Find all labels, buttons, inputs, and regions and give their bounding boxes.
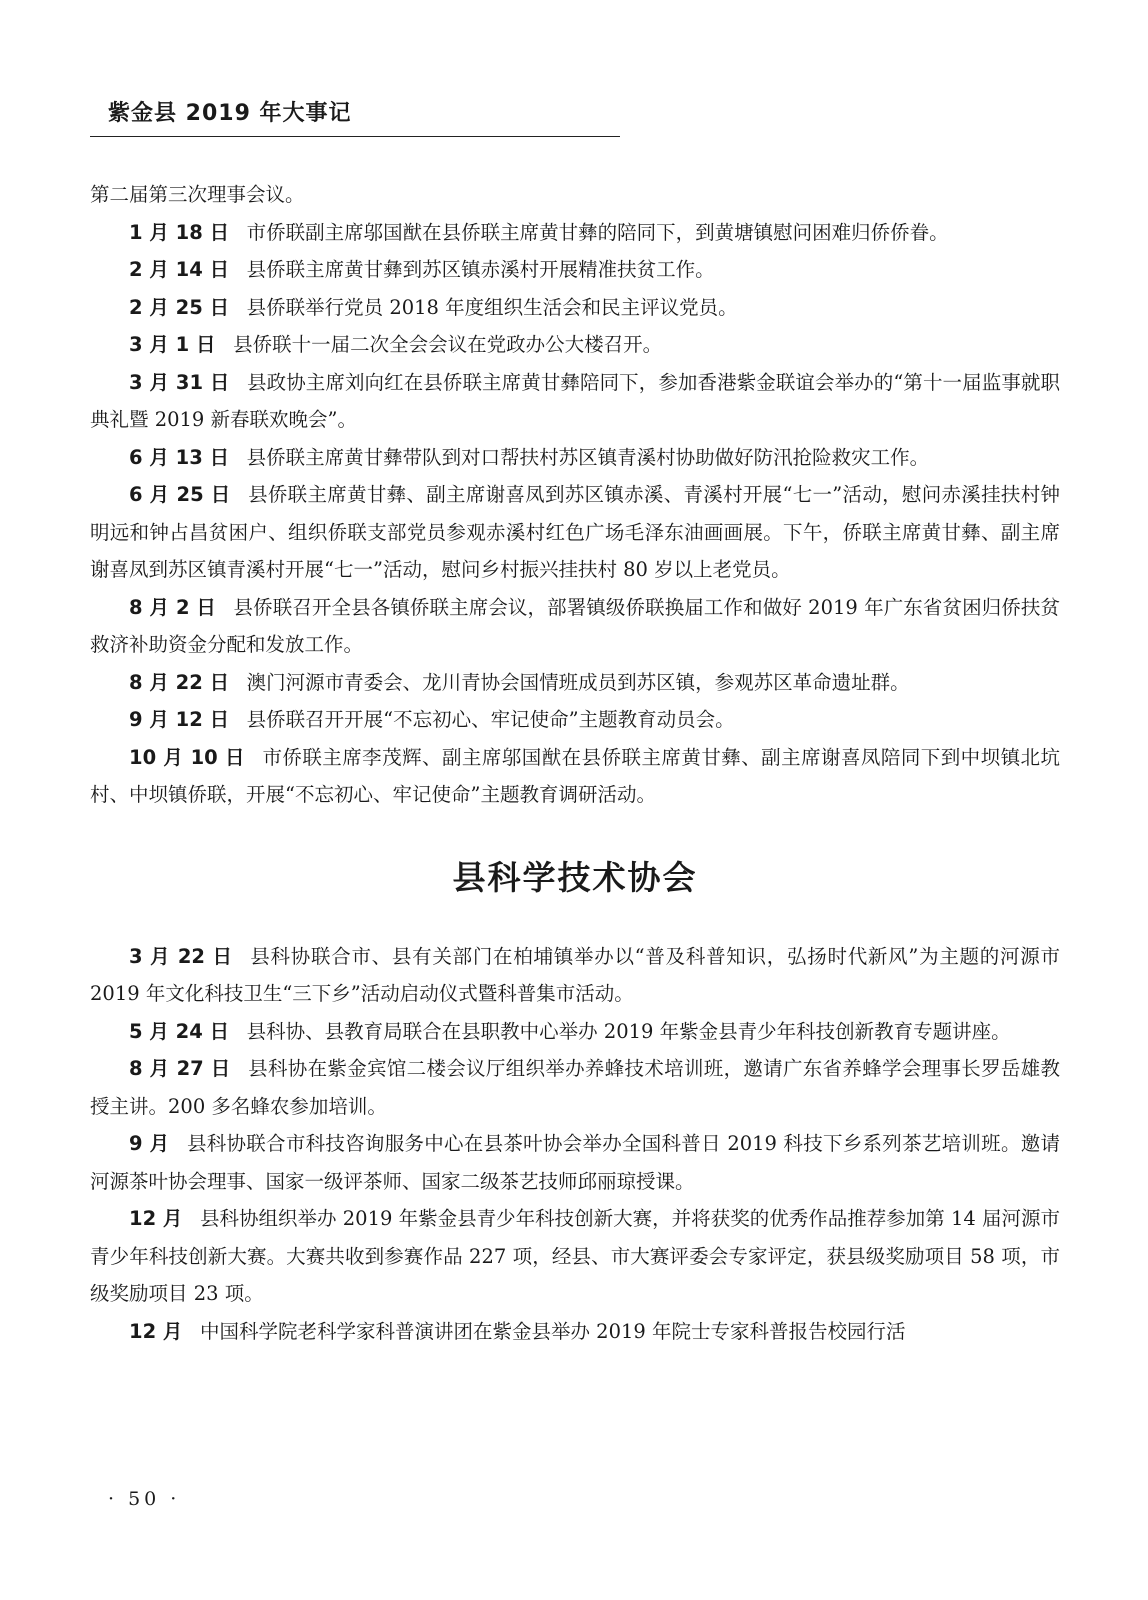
entry-text: 县科协在紫金宾馆二楼会议厅组织举办养蜂技术培训班，邀请广东省养蜂学会理事长罗岳雄教授主讲。200 多名蜂农参加培训。: [90, 1057, 1060, 1118]
chronicle-entry: [90, 938, 1060, 1013]
chronicle-entry: [90, 364, 1060, 439]
chronicle-entry: [90, 214, 1060, 252]
entry-text: 县科协组织举办 2019 年紫金县青少年科技创新大赛，并将获奖的优秀作品推荐参加第 14 届河源市青少年科技创新大赛。大赛共收到参赛作品 227 项，经县、市大赛评委会专家评定，获县级奖励项目 58 项，市级奖励项目 23 项。: [90, 1207, 1061, 1305]
running-header: 紫金县 2019 年大事记: [108, 101, 352, 126]
chronicle-entry: [90, 1125, 1060, 1200]
chronicle-entry: [90, 1050, 1060, 1125]
entry-date: 3 月 31 日: [129, 370, 230, 394]
section-title: 县科学技术协会: [452, 857, 698, 897]
entry-date: 6 月 13 日: [129, 445, 230, 469]
entry-date: 1 月 18 日: [129, 220, 230, 244]
entry-date: 9 月: [129, 1132, 170, 1155]
qiaolian-entries: [90, 214, 1060, 814]
chronicle-entry: [90, 701, 1060, 739]
chronicle-entry: [90, 1013, 1060, 1051]
entry-text: 县侨联十一届二次全会会议在党政办公大楼召开。: [233, 333, 663, 356]
entry-text: 市侨联主席李茂辉、副主席邬国猷在县侨联主席黄甘彝、副主席谢喜凤陪同下到中坝镇北坑村、中坝镇侨联，开展“不忘初心、牢记使命”主题教育调研活动。: [90, 745, 1060, 806]
entry-text: 县科协、县教育局联合在县职教中心举办 2019 年紫金县青少年科技创新教育专题讲座。: [246, 1019, 1011, 1043]
entry-text: 县侨联召开全县各镇侨联主席会议，部署镇级侨联换届工作和做好 2019 年广东省贫困归侨扶贫救济补助资金分配和发放工作。: [90, 595, 1060, 656]
chronicle-entry: [90, 1200, 1060, 1313]
entry-date: 6 月 25 日: [129, 483, 231, 506]
entry-date: 3 月 1 日: [129, 333, 216, 356]
entry-text: 县侨联召开开展“不忘初心、牢记使命”主题教育动员会。: [246, 708, 735, 731]
entry-text: 县侨联主席黄甘彝带队到对口帮扶村苏区镇青溪村协助做好防汛抢险救灾工作。: [246, 445, 930, 469]
entry-date: 8 月 22 日: [129, 670, 230, 694]
kexie-entries: [90, 938, 1060, 1351]
continued-paragraph: 第二届第三次理事会议。: [90, 183, 305, 206]
chronicle-entry: [90, 326, 1060, 364]
entry-date: 5 月 24 日: [129, 1019, 230, 1043]
entry-text: 县侨联主席黄甘彝、副主席谢喜凤到苏区镇赤溪、青溪村开展“七一”活动，慰问赤溪挂扶村钟明远和钟占昌贫困户、组织侨联支部党员参观赤溪村红色广场毛泽东油画画展。下午，侨联主席黄甘彝、副主席谢喜凤到苏区镇青溪村开展“七一”活动，慰问乡村振兴挂扶村 80 岁以上老党员。: [90, 483, 1060, 581]
chronicle-entry: [90, 476, 1060, 589]
entry-text: 县科协联合市科技咨询服务中心在县茶叶协会举办全国科普日 2019 科技下乡系列茶艺培训班。邀请河源茶叶协会理事、国家一级评茶师、国家二级茶艺技师邱丽琼授课。: [90, 1132, 1060, 1193]
entry-date: 9 月 12 日: [129, 708, 230, 731]
entry-text: 澳门河源市青委会、龙川青协会国情班成员到苏区镇，参观苏区革命遗址群。: [246, 670, 910, 694]
header-rule: [90, 136, 620, 137]
chronicle-entry: [90, 589, 1060, 664]
entry-date: 2 月 14 日: [129, 258, 230, 281]
entry-text: 市侨联副主席邬国猷在县侨联主席黄甘彝的陪同下，到黄塘镇慰问困难归侨侨眷。: [246, 220, 949, 244]
entry-date: 12 月: [129, 1319, 183, 1343]
entry-date: 2 月 25 日: [129, 295, 230, 319]
chronicle-entry: [90, 439, 1060, 477]
entry-date: 10 月 10 日: [129, 745, 245, 769]
entry-date: 8 月 2 日: [129, 595, 216, 619]
chronicle-entry: [90, 251, 1060, 289]
entry-text: 县侨联举行党员 2018 年度组织生活会和民主评议党员。: [246, 295, 738, 319]
chronicle-entry: [90, 289, 1060, 327]
body-text: [90, 176, 1060, 1350]
chronicle-entry: [90, 1313, 1060, 1351]
entry-date: 3 月 22 日: [129, 944, 233, 968]
entry-date: 8 月 27 日: [129, 1057, 231, 1080]
chronicle-entry: [90, 739, 1060, 814]
entry-text: 县科协联合市、县有关部门在柏埔镇举办以“普及科普知识，弘扬时代新风”为主题的河源市 2019 年文化科技卫生“三下乡”活动启动仪式暨科普集市活动。: [90, 944, 1060, 1005]
entry-date: 12 月: [129, 1207, 183, 1230]
entry-text: 县政协主席刘向红在县侨联主席黄甘彝陪同下，参加香港紫金联谊会举办的“第十一届监事就职典礼暨 2019 新春联欢晚会”。: [90, 370, 1060, 431]
entry-text: 中国科学院老科学家科普演讲团在紫金县举办 2019 年院士专家科普报告校园行活: [199, 1319, 906, 1343]
page-number: · 50 ·: [108, 1488, 181, 1510]
chronicle-entry: [90, 664, 1060, 702]
entry-text: 县侨联主席黄甘彝到苏区镇赤溪村开展精准扶贫工作。: [246, 258, 715, 281]
